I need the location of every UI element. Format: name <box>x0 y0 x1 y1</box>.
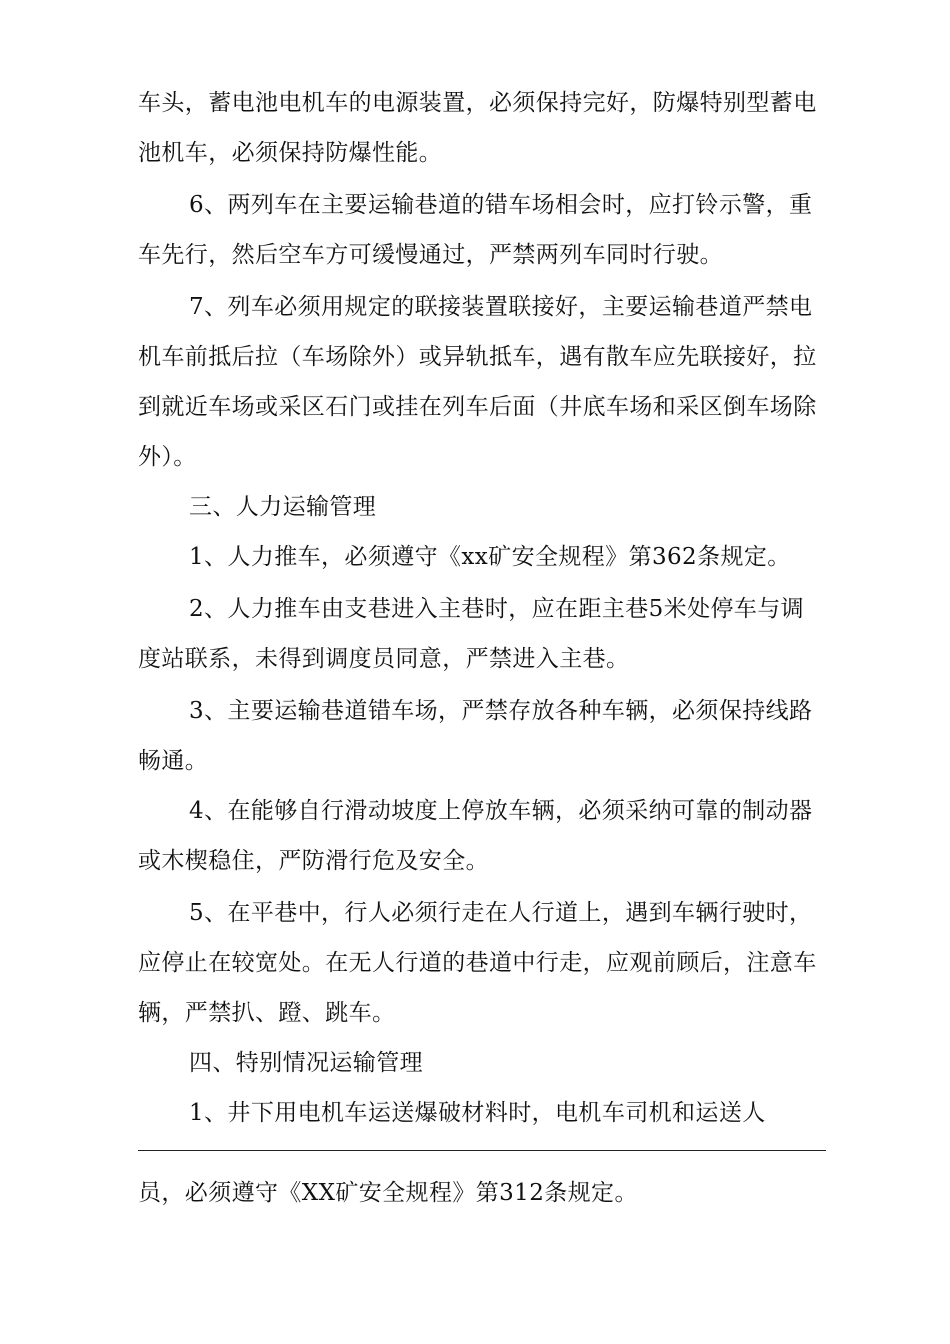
text-line: 车先行，然后空车方可缓慢通过，严禁两列车同时行驶。 <box>138 242 723 268</box>
paragraph-3-1: 1、人力推车，必须遵守《xx矿安全规程》第362条规定。 <box>189 544 791 570</box>
text-line: 或木楔稳住，严防滑行危及安全。 <box>138 848 489 874</box>
text-line: 辆，严禁扒、蹬、跳车。 <box>138 1000 396 1026</box>
paragraph-6-start: 6、两列车在主要运输巷道的错车场相会时，应打铃示警，重 <box>189 192 813 218</box>
text-line: 到就近车场或采区石门或挂在列车后面（井底车场和采区倒车场除 <box>138 394 817 420</box>
text-line: 车头，蓄电池电机车的电源装置，必须保持完好，防爆特别型蓄电 <box>138 90 817 116</box>
footer-text-line: 员，必须遵守《XX矿安全规程》第312条规定。 <box>138 1180 638 1206</box>
text-line: 应停止在较宽处。在无人行道的巷道中行走，应观前顾后，注意车 <box>138 950 817 976</box>
text-line: 外）。 <box>138 444 197 470</box>
paragraph-3-2-start: 2、人力推车由支巷进入主巷时，应在距主巷5米处停车与调 <box>189 596 805 622</box>
text-line: 度站联系，未得到调度员同意，严禁进入主巷。 <box>138 646 630 672</box>
paragraph-3-5-start: 5、在平巷中，行人必须行走在人行道上，遇到车辆行驶时， <box>189 900 813 926</box>
section-heading-3: 三、人力运输管理 <box>189 494 377 520</box>
text-line: 机车前抵后拉（车场除外）或异轨抵车，遇有散车应先联接好，拉 <box>138 344 817 370</box>
paragraph-7-start: 7、列车必须用规定的联接装置联接好，主要运输巷道严禁电 <box>189 294 813 320</box>
text-line: 池机车，必须保持防爆性能。 <box>138 140 443 166</box>
paragraph-3-4-start: 4、在能够自行滑动坡度上停放车辆，必须采纳可靠的制动器 <box>189 798 813 824</box>
section-heading-4: 四、特别情况运输管理 <box>189 1050 423 1076</box>
text-line: 畅通。 <box>138 748 209 774</box>
paragraph-3-3-start: 3、主要运输巷道错车场，严禁存放各种车辆，必须保持线路 <box>189 698 813 724</box>
footnote-divider <box>138 1150 826 1151</box>
paragraph-4-1-start: 1、井下用电机车运送爆破材料时，电机车司机和运送人 <box>189 1100 766 1126</box>
